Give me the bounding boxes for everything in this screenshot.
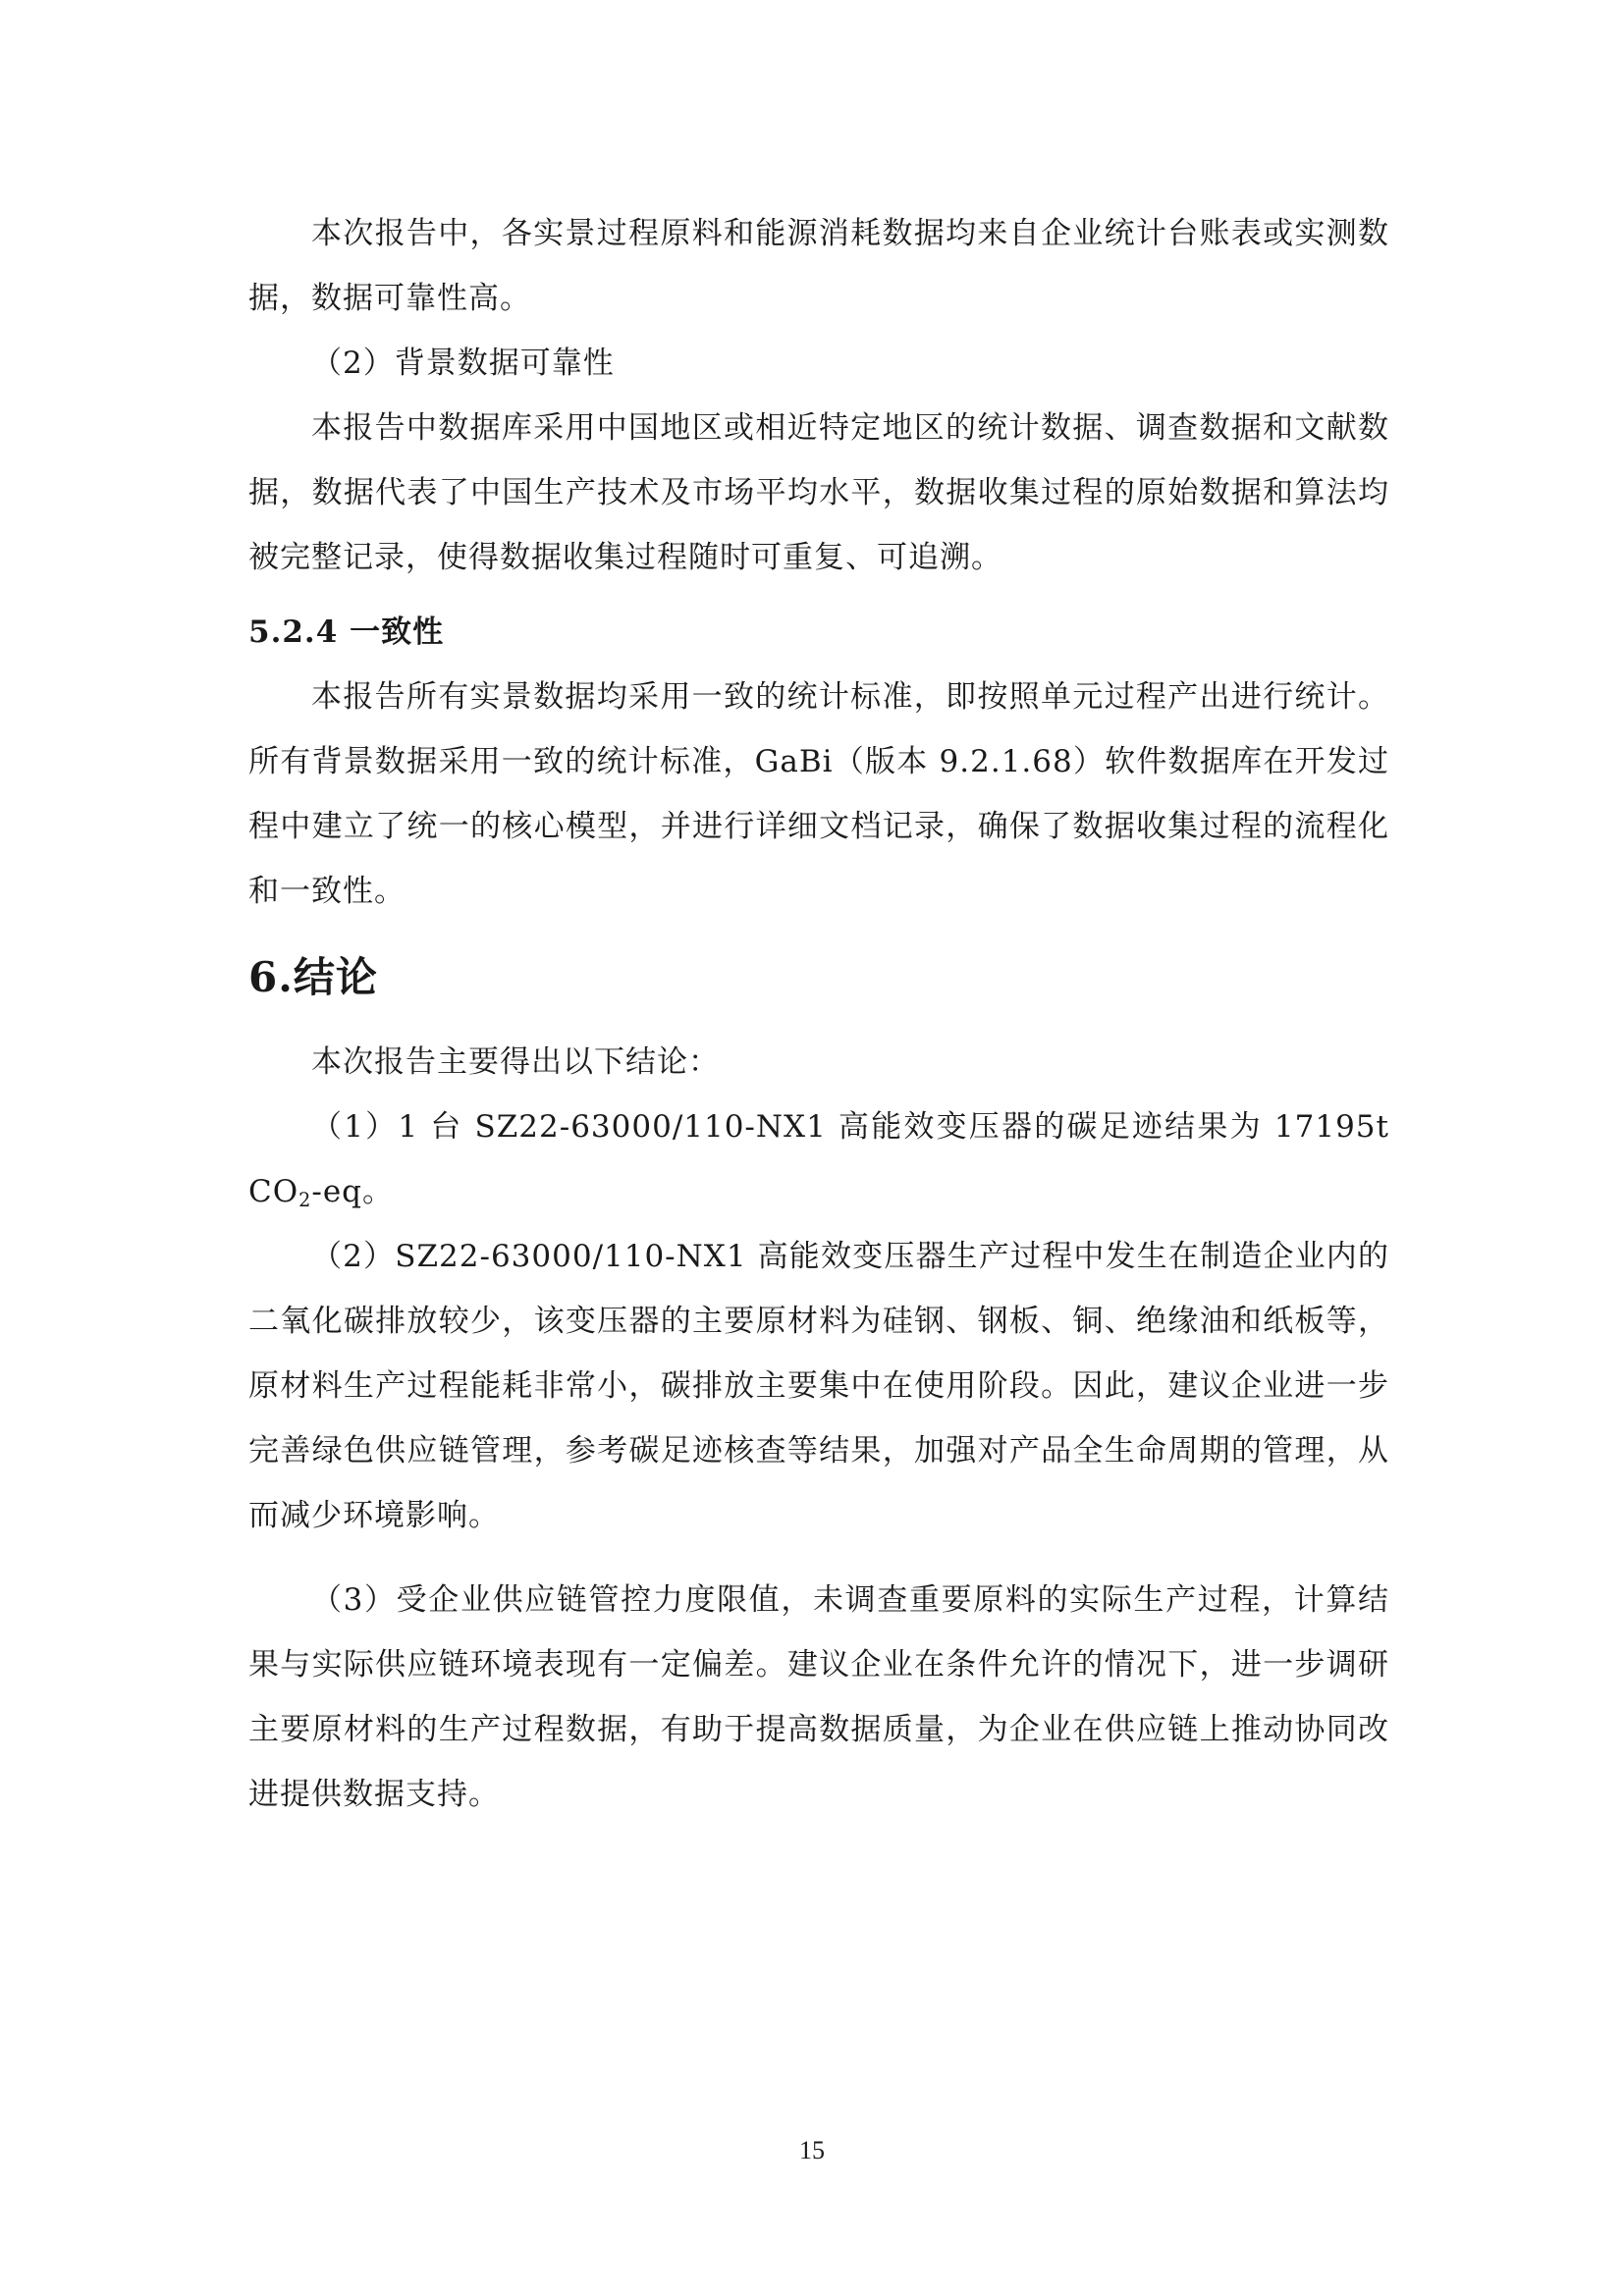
conclusion-1-text: （1）1 台 SZ22-63000/110-NX1 高能效变压器的碳足迹结果为 17195t CO: [248, 1109, 1389, 1209]
conclusion-1-unit: -eq。: [311, 1174, 395, 1209]
page-number: 15: [799, 2136, 825, 2164]
page-content: [248, 201, 1389, 1827]
paragraph-conclusion-3: （3）受企业供应链管控力度限值，未调查重要原料的实际生产过程，计算结果与实际供应链环境表现有一定偏差。建议企业在条件允许的情况下，进一步调研主要原材料的生产过程数据，有助于提高数据质量，为企业在供应链上推动协同改进提供数据支持。: [248, 1582, 1389, 1812]
chapter-heading-conclusion: 6.结论: [248, 953, 378, 1001]
co2-subscript: 2: [298, 1188, 312, 1211]
paragraph-background-data: 本报告中数据库采用中国地区或相近特定地区的统计数据、调查数据和文献数据，数据代表了中国生产技术及市场平均水平，数据收集过程的原始数据和算法均被完整记录，使得数据收集过程随时可重复、可追溯。: [248, 410, 1389, 575]
paragraph-conclusion-1: [248, 1095, 1389, 1224]
paragraph-reliability-field-data: 本次报告中，各实景过程原料和能源消耗数据均来自企业统计台账表或实测数据，数据可靠性高。: [248, 216, 1389, 316]
subheading-background-reliability: （2）背景数据可靠性: [311, 346, 615, 381]
paragraph-conclusion-intro: 本次报告主要得出以下结论：: [311, 1044, 720, 1080]
section-heading-5-2-4: 5.2.4 一致性: [248, 614, 445, 650]
paragraph-consistency: 本报告所有实景数据均采用一致的统计标准，即按照单元过程产出进行统计。所有背景数据采用一致的统计标准，GaBi（版本 9.2.1.68）软件数据库在开发过程中建立了统一的核心模型，并进行详细文档记录，确保了数据收集过程的流程化和一致性。: [248, 679, 1389, 909]
paragraph-conclusion-2: （2）SZ22-63000/110-NX1 高能效变压器生产过程中发生在制造企业内的二氧化碳排放较少，该变压器的主要原材料为硅钢、钢板、铜、绝缘油和纸板等，原材料生产过程能耗非常小，碳排放主要集中在使用阶段。因此，建议企业进一步完善绿色供应链管理，参考碳足迹核查等结果，加强对产品全生命周期的管理，从而减少环境影响。: [248, 1239, 1389, 1533]
